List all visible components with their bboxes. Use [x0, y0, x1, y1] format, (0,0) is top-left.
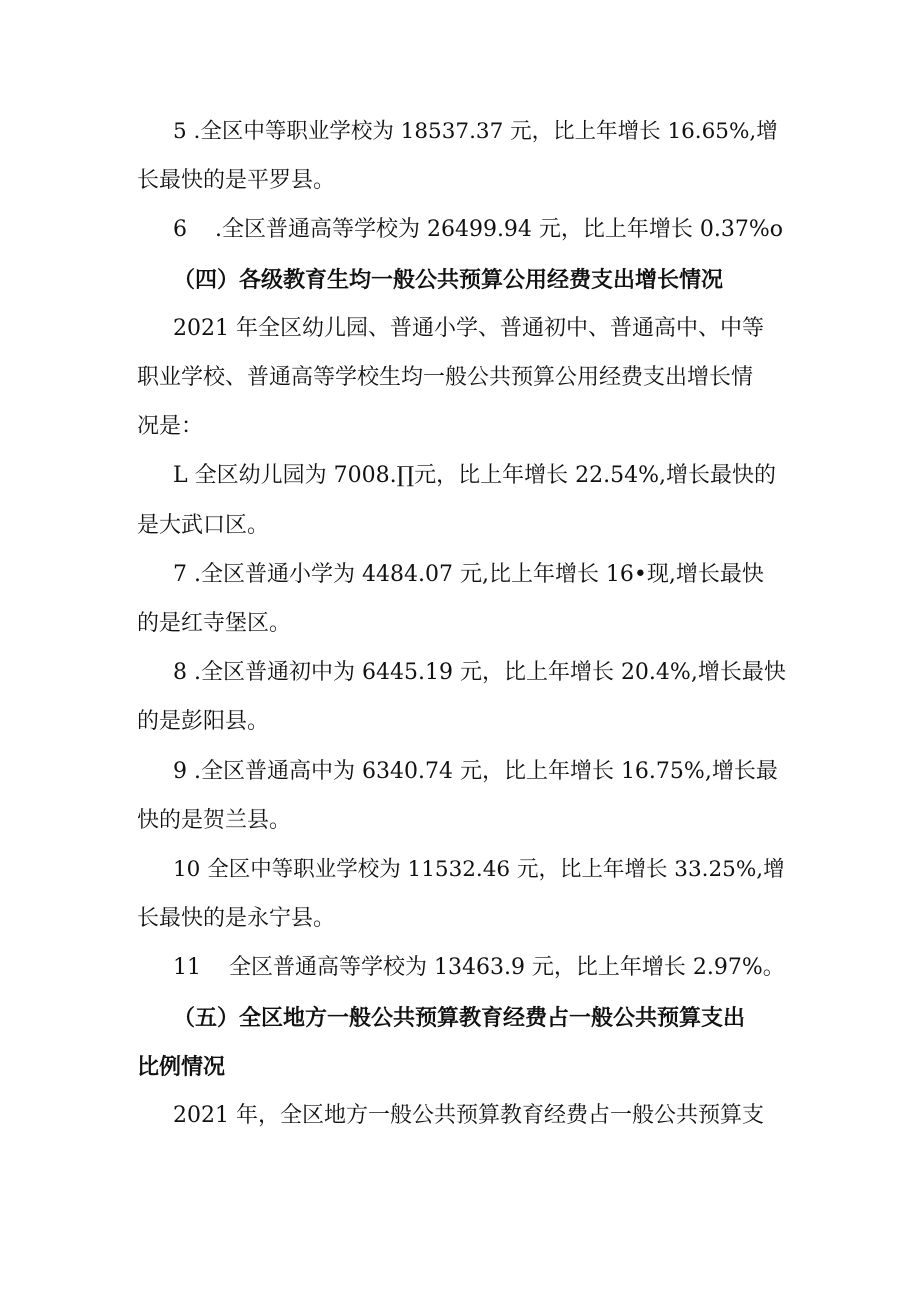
text-line: 8 .全区普通初中为 6445.19 元，比上年增长 20.4%,增长最快	[173, 660, 786, 686]
text-line: 2021 年，全区地方一般公共预算教育经费占一般公共预算支	[173, 1103, 764, 1128]
text-line: 是大武口区。	[137, 512, 270, 538]
text-line: 5 .全区中等职业学校为 18537.37 元，比上年增长 16.65%,增	[173, 119, 778, 144]
text-line: 的是彭阳县。	[137, 709, 270, 735]
text-line: 7 .全区普通小学为 4484.07 元,比上年增长 16•现,增长最快	[173, 561, 764, 587]
section-heading: 比例情况	[137, 1053, 226, 1080]
text-line: 长最快的是平罗县。	[137, 168, 336, 194]
text-line: 的是红寺堡区。	[137, 611, 292, 636]
text-line: 况是：	[137, 414, 204, 440]
text-line: 长最快的是永宁县。	[137, 906, 336, 932]
text-line: 9 .全区普通高中为 6340.74 元，比上年增长 16.75%,增长最	[173, 758, 778, 784]
text-line: L 全区幼儿园为 7008.∏元，比上年增长 22.54%,增长最快的	[173, 463, 776, 489]
text-line: 6 .全区普通高等学校为 26499.94 元，比上年增长 0.37%o	[173, 217, 784, 243]
text-line: 2021 年全区幼儿园、普通小学、普通初中、普通高中、中等	[173, 315, 764, 341]
text-line: 快的是贺兰县。	[137, 807, 292, 833]
section-heading: （五）全区地方一般公共预算教育经费占一般公共预算支出	[173, 1004, 746, 1031]
section-heading: （四）各级教育生均一般公共预算公用经费支出增长情况	[173, 266, 724, 293]
text-line: 11 全区普通高等学校为 13463.9 元，比上年增长 2.97%。	[173, 955, 785, 981]
text-line: 职业学校、普通高等学校生均一般公共预算公用经费支出增长情	[137, 365, 754, 390]
text-line: 10 全区中等职业学校为 11532.46 元，比上年增长 33.25%,增	[173, 857, 785, 882]
